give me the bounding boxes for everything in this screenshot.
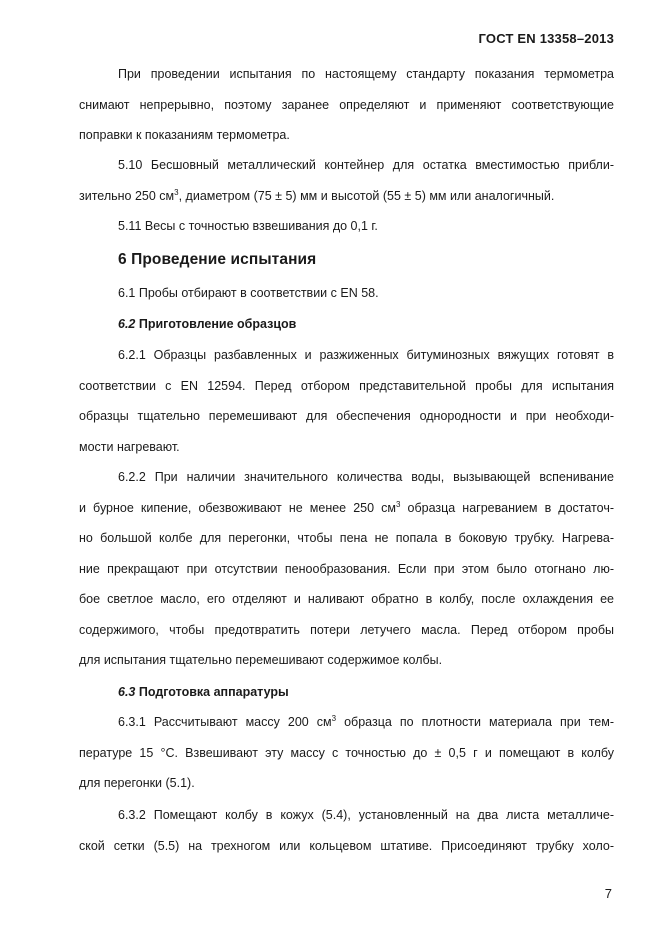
text-line: ской сетки (5.5) на трехногом или кольцевом штативе. Присоединяют трубку холо- [79, 838, 614, 853]
text-line: соответствии с EN 12594. Перед отбором представительной пробы для испытания [79, 378, 614, 393]
text-line: зительно 250 $см^3$, диаметром (75 ± 5) мм и высотой (55 ± 5) мм или аналогичный. [79, 187, 555, 203]
subsection-heading [118, 685, 289, 699]
text-line: пературе 15 °C. Взвешивают эту массу с точностью до ± 0,5 г и помещают в колбу [79, 745, 614, 760]
text-line: поправки к показаниям термометра. [79, 128, 290, 142]
paragraph-6-3-1 [79, 707, 614, 799]
subsection-title: Приготовление образцов [138, 317, 297, 331]
document-header: ГОСТ EN 13358–2013 [478, 31, 614, 46]
paragraph-intro [79, 59, 614, 151]
text-line: но большой колбе для перегонки, чтобы пена не попала в боковую трубку. Нагрева- [79, 531, 614, 545]
superscript: 3 [174, 187, 179, 197]
text-line: для испытания тщательно перемешивают содержимое колбы. [79, 653, 443, 667]
paragraph-6-2-1 [79, 340, 614, 462]
text-line: содержимого, чтобы предотвратить потери летучего масла. Перед отбором пробы [79, 622, 614, 637]
text-line: 6.2.1 Образцы разбавленных и разжиженных битуминозных вяжущих готовят в [118, 348, 614, 362]
text-line: и бурное кипение, обезвоживают не менее 250 $см^3$ образца нагреванием в достаточ- [79, 499, 614, 515]
text-line: образцы тщательно перемешивают для обеспечения однородности и при необходи- [79, 409, 614, 423]
text-line: для перегонки (5.1). [79, 776, 195, 790]
paragraph-6-3-2 [79, 800, 614, 861]
text-line: 6.2.2 При наличии значительного количества воды, вызывающей вспенивание [118, 470, 614, 484]
paragraph-5-10 [79, 150, 614, 211]
subsection-title: Подготовка аппаратуры [138, 685, 289, 699]
paragraph-6-2-2 [79, 462, 614, 676]
text-line: ние прекращают при отсутствии пенообразования. Если при этом было отогнано лю- [79, 561, 614, 576]
text-line: бое светлое масло, его отделяют и наливают обратно в колбу, после охлаждения ее [79, 592, 614, 606]
text-line: 6.3.2 Помещают колбу в кожух (5.4), установленный на два листа металличе- [118, 808, 614, 822]
text-line: 5.11 Весы с точностью взвешивания до 0,1 г. [118, 219, 378, 233]
text-line: 6.1 Пробы отбирают в соответствии с EN 58. [118, 286, 379, 300]
text-line: 6.3.1 Рассчитывают массу 200 $см^3$ образца по плотности материала при тем- [118, 713, 614, 729]
text-line: 5.10 Бесшовный металлический контейнер для остатка вместимостью прибли- [118, 158, 614, 172]
text-line: снимают непрерывно, поэтому заранее определяют и применяют соответствующие [79, 97, 614, 112]
superscript: 3 [331, 713, 337, 723]
subsection-number: 6.2 [118, 317, 136, 331]
subsection-heading [118, 317, 296, 331]
paragraph-6-1 [79, 278, 614, 309]
page-number: 7 [604, 886, 612, 901]
paragraph-5-11 [79, 211, 614, 242]
text-line: мости нагревают. [79, 439, 180, 454]
text-line: При проведении испытания по настоящему стандарту показания термометра [118, 67, 614, 81]
subsection-number: 6.3 [118, 685, 136, 699]
section-heading: 6 Проведение испытания [118, 251, 317, 268]
superscript: 3 [395, 499, 401, 509]
